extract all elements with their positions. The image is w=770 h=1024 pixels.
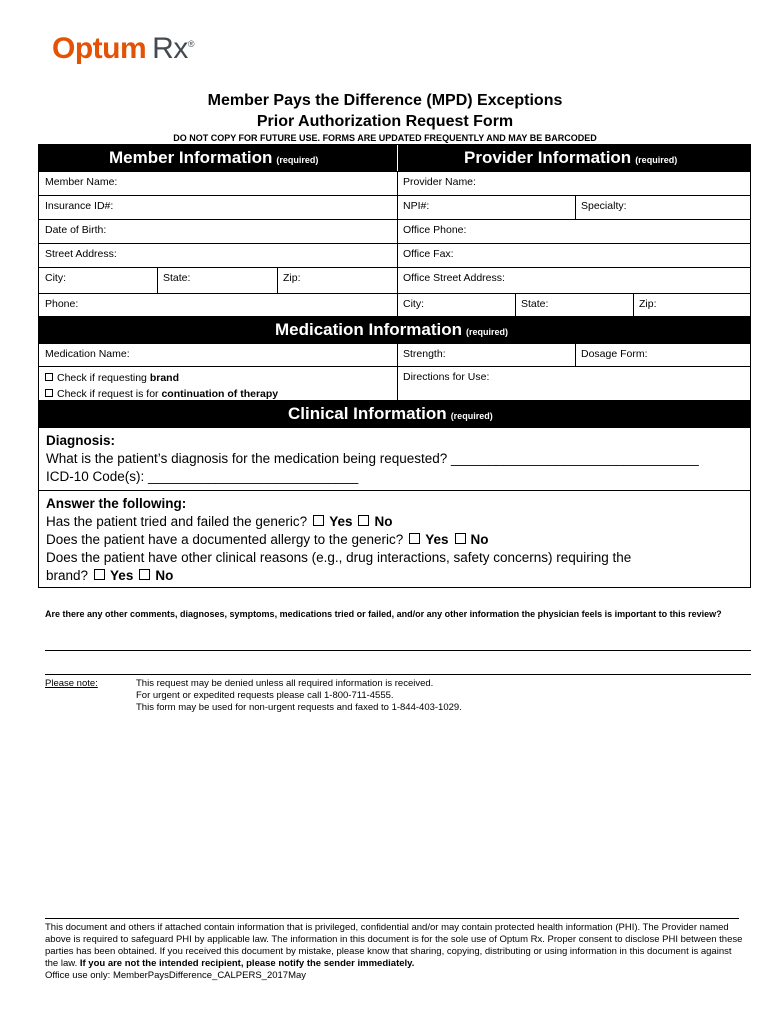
q2-no-checkbox[interactable] [455, 533, 466, 544]
brand-checkbox-row[interactable]: Check if requesting brand [45, 370, 391, 386]
diagnosis-section [39, 427, 750, 490]
clinical-info-heading: Clinical Information (required) [288, 404, 493, 423]
medication-header [39, 316, 750, 343]
comments-line-2[interactable] [45, 674, 751, 675]
office-phone-field[interactable]: Office Phone: [403, 224, 467, 236]
answer-label: Answer the following: [46, 496, 187, 511]
office-fax-field[interactable]: Office Fax: [403, 248, 454, 260]
q3-no-checkbox[interactable] [139, 569, 150, 580]
q1-no-checkbox[interactable] [358, 515, 369, 526]
member-city-field[interactable]: City: [45, 272, 66, 284]
diagnosis-question[interactable]: What is the patient’s diagnosis for the medication being requested? _________________________________ [46, 451, 699, 466]
authorization-form [38, 144, 751, 588]
continuation-checkbox[interactable] [45, 389, 53, 397]
directions-for-use-field[interactable]: Directions for Use: [403, 371, 490, 383]
npi-field[interactable]: NPI#: [403, 200, 430, 212]
provider-info-heading: Provider Information (required) [464, 148, 678, 167]
form-notice: DO NOT COPY FOR FUTURE USE. FORMS ARE UPDATED FREQUENTLY AND MAY BE BARCODED [173, 133, 597, 143]
clinical-header [39, 400, 750, 427]
office-use-only: Office use only: MemberPaysDifference_CALPERS_2017May [45, 970, 307, 981]
question-generic-allergy: Does the patient have a documented allergy to the generic? Yes No [46, 532, 489, 547]
continuation-checkbox-row[interactable]: Check if request is for continuation of therapy [45, 386, 391, 402]
specialty-field[interactable]: Specialty: [581, 200, 627, 212]
q3-yes-checkbox[interactable] [94, 569, 105, 580]
phi-disclaimer: This document and others if attached contain information that is privileged, confidential and/or may contain protected health information (PHI). The Provider named above is required to safeguard PHI by applicable law. The information in this document is for the sole use of Optum Rx. Proper consent to disclose PHI between these parties has been obtained. If you received this document by mistake, please know that sharing, copying, distributing or using information in this document is against the law. If you are not the intended recipient, please notify the sender immediately. Office use only: MemberPaysDifference_CALPERS_2017May [45, 922, 745, 982]
comments-line-1[interactable] [45, 650, 751, 651]
logo-product: Rx [152, 32, 188, 65]
provider-city-field[interactable]: City: [403, 298, 424, 310]
logo-brand: Optum [52, 32, 147, 65]
insurance-id-field[interactable]: Insurance ID#: [45, 200, 114, 212]
icd-10-codes-field[interactable]: ICD-10 Code(s): ____________________________ [46, 469, 359, 484]
member-name-field[interactable]: Member Name: [45, 176, 118, 188]
date-of-birth-field[interactable]: Date of Birth: [45, 224, 107, 236]
q1-yes-checkbox[interactable] [313, 515, 324, 526]
member-info-heading: Member Information (required) [109, 148, 319, 167]
provider-name-field[interactable]: Provider Name: [403, 176, 476, 188]
medication-info-heading: Medication Information (required) [275, 320, 509, 339]
comments-question: Are there any other comments, diagnoses, symptoms, medications tried or failed, and/or any other information the physician feels is important to this review? [45, 609, 722, 619]
provider-state-field[interactable]: State: [521, 298, 549, 310]
form-title-line2: Prior Authorization Request Form [256, 113, 514, 130]
medication-name-field[interactable]: Medication Name: [45, 348, 130, 360]
dosage-form-field[interactable]: Dosage Form: [581, 348, 648, 360]
questions-section [39, 490, 750, 587]
question-other-clinical-reasons: Does the patient have other clinical reasons (e.g., drug interactions, safety concerns) requiring the brand? Yes No [46, 550, 632, 583]
provider-zip-field[interactable]: Zip: [639, 298, 657, 310]
street-address-field[interactable]: Street Address: [45, 248, 117, 260]
disclaimer-separator [45, 918, 739, 919]
diagnosis-label: Diagnosis: [46, 433, 116, 448]
please-note-label: Please note: [45, 678, 98, 689]
member-state-field[interactable]: State: [163, 272, 191, 284]
strength-field[interactable]: Strength: [403, 348, 446, 360]
member-provider-header [39, 145, 750, 171]
q2-yes-checkbox[interactable] [409, 533, 420, 544]
member-zip-field[interactable]: Zip: [283, 272, 301, 284]
logo-registered-mark: ® [187, 39, 194, 49]
question-generic-failed: Has the patient tried and failed the generic? Yes No [46, 514, 393, 529]
office-street-address-field[interactable]: Office Street Address: [403, 272, 505, 284]
please-note-text: This request may be denied unless all required information is received. For urgent or expedited requests please call 1-800-711-4555. This form may be used for non-urgent requests and faxed to 1-844-403-1029. [136, 678, 462, 713]
optum-rx-logo [52, 26, 194, 67]
form-title-line1: Member Pays the Difference (MPD) Exceptions [207, 92, 563, 109]
medication-checkboxes [39, 367, 397, 400]
member-phone-field[interactable]: Phone: [45, 298, 79, 310]
brand-checkbox[interactable] [45, 373, 53, 381]
